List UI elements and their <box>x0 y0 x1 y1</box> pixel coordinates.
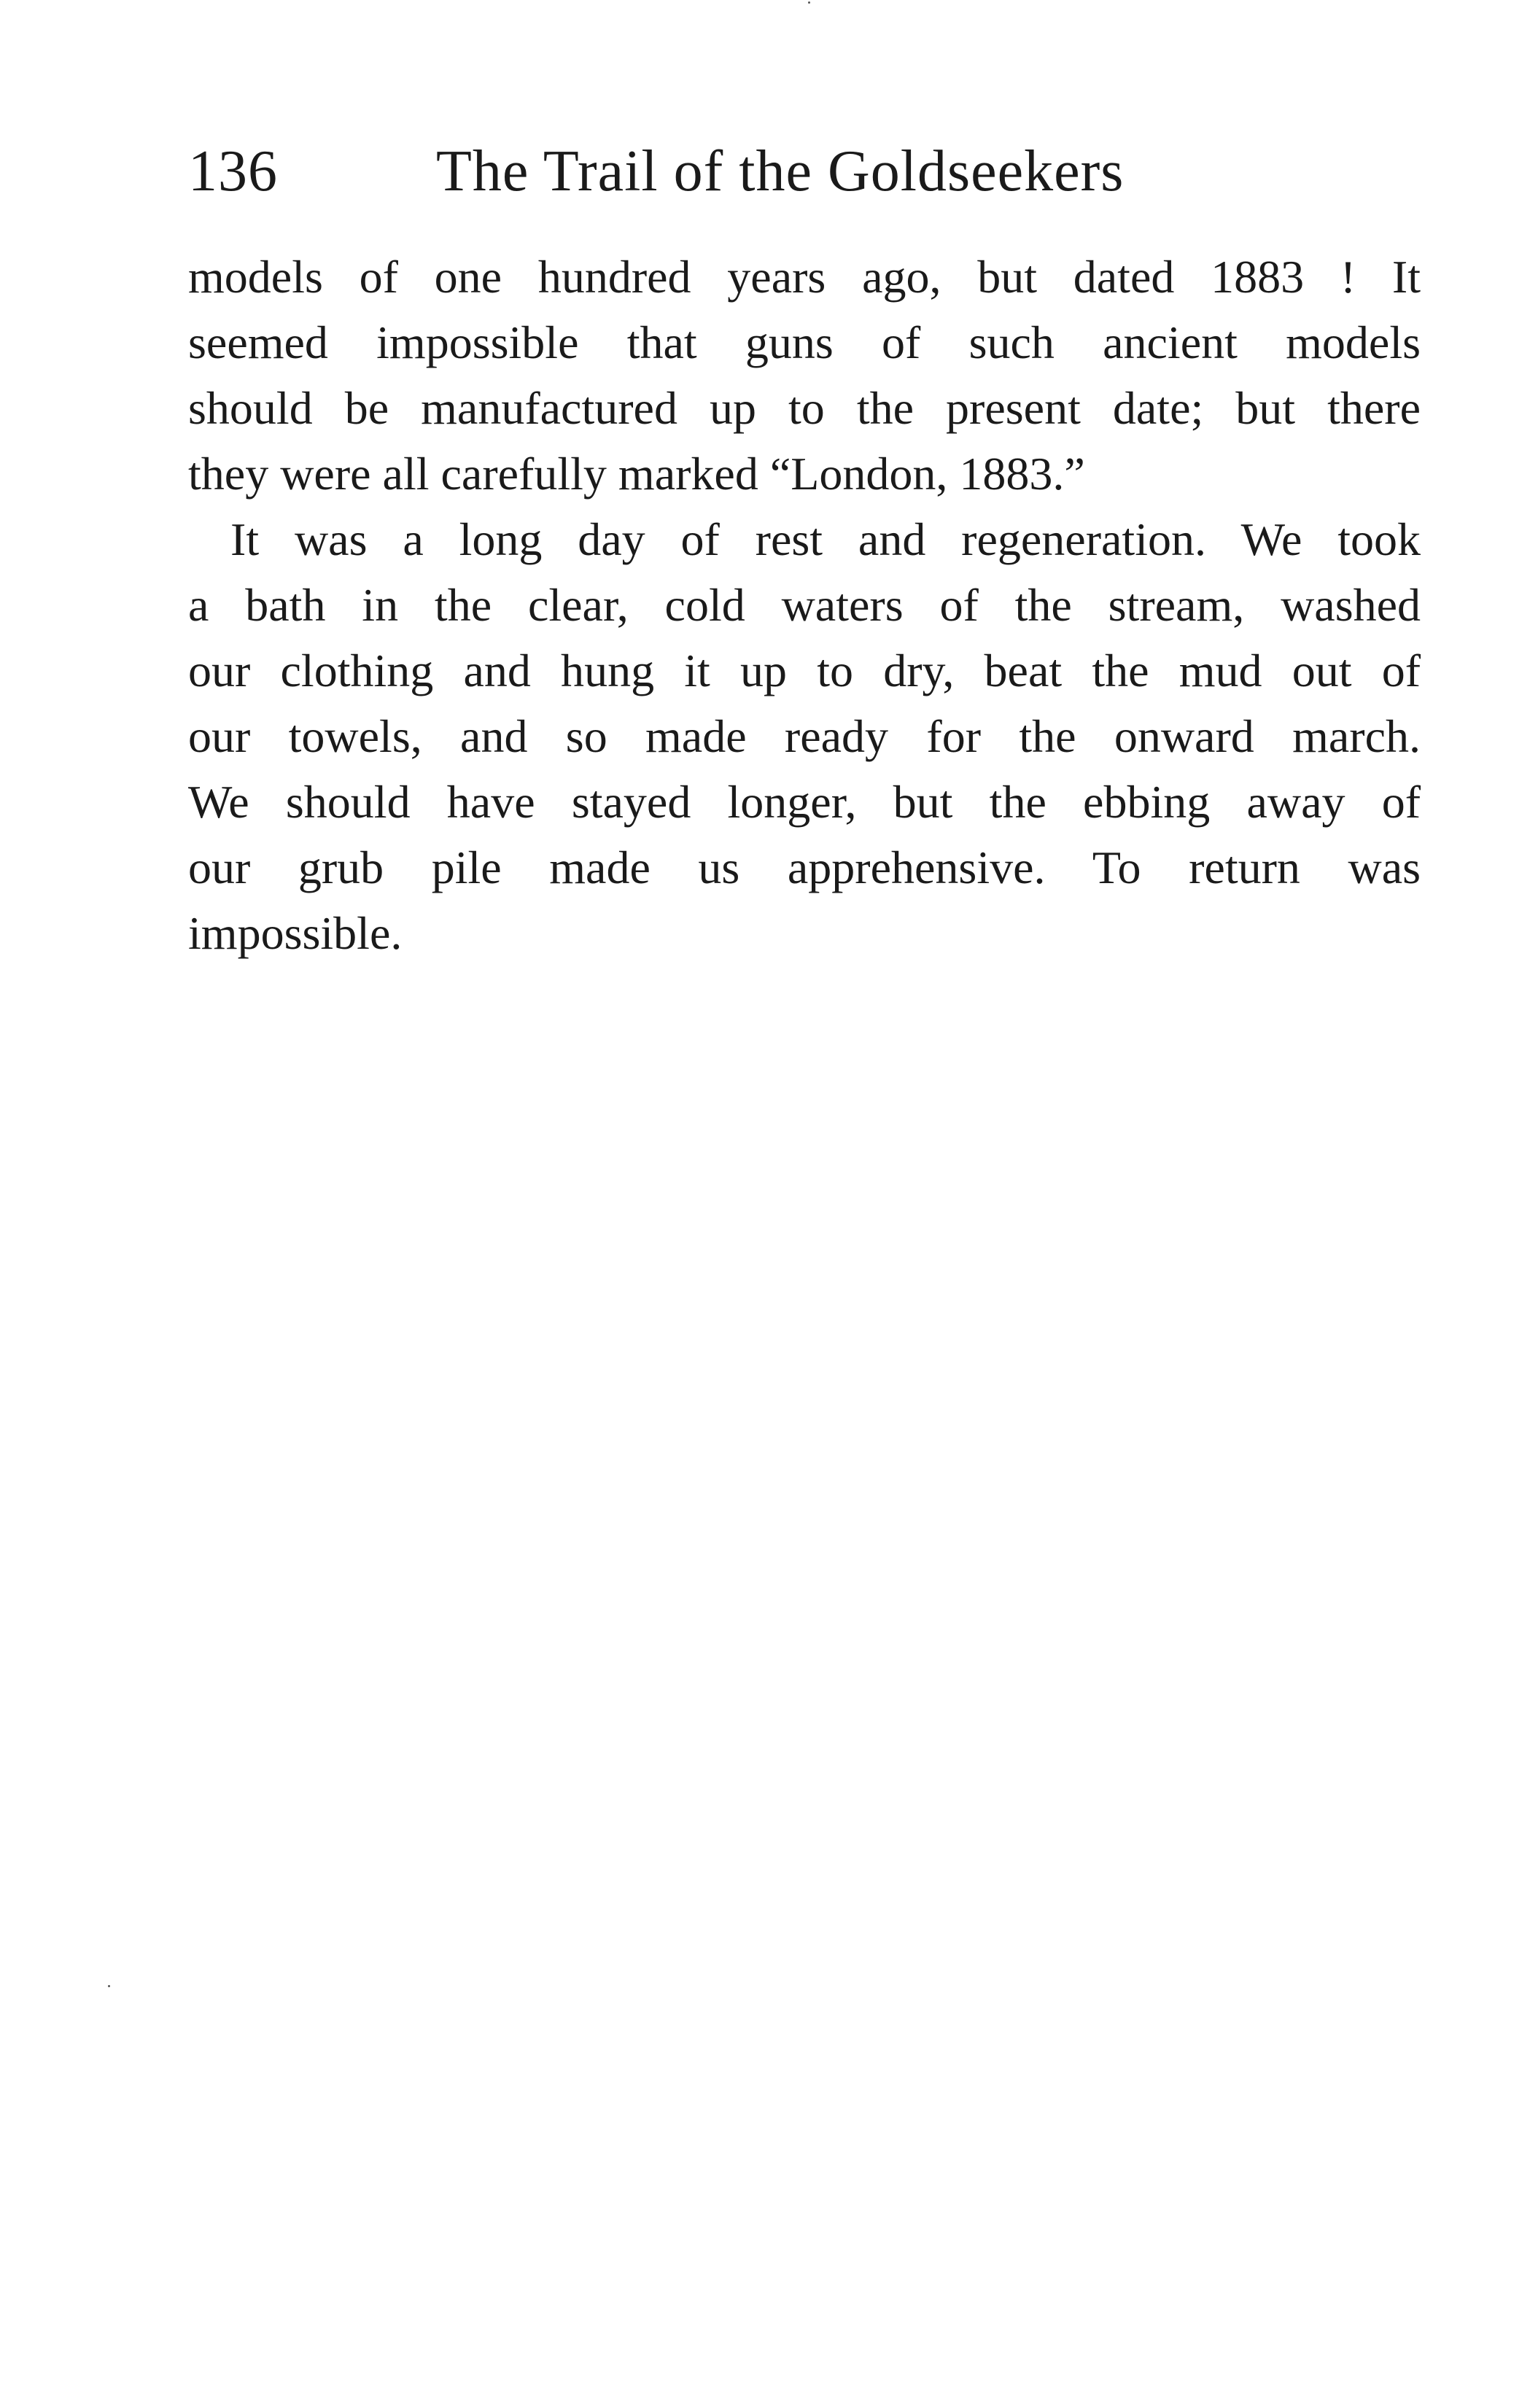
text-line: seemed impossible that guns of such ancient models <box>188 316 1421 368</box>
body-text <box>188 244 1421 966</box>
page-number: 136 <box>188 139 278 203</box>
running-title: The Trail of the Goldseekers <box>436 139 1125 203</box>
page-header <box>188 131 1209 211</box>
text-line: We should have stayed longer, but the ebbing away of <box>188 776 1421 828</box>
text-line: a bath in the clear, cold waters of the stream, washed <box>188 579 1421 631</box>
print-speck <box>108 1985 110 1987</box>
text-line: should be manufactured up to the present date; but there <box>188 382 1421 434</box>
paragraph-1 <box>188 244 1421 507</box>
text-line: models of one hundred years ago, but dated 1883 ! It <box>188 251 1421 303</box>
paragraph-2 <box>188 507 1421 966</box>
text-line: our towels, and so made ready for the onward march. <box>188 710 1421 762</box>
print-speck <box>808 1 810 4</box>
text-line: our clothing and hung it up to dry, beat the mud out of <box>188 645 1421 696</box>
text-line: It was a long day of rest and regeneration. We took <box>230 513 1421 565</box>
text-line: impossible. <box>188 907 403 959</box>
text-line: they were all carefully marked “London, 1883.” <box>188 448 1085 500</box>
text-line: our grub pile made us apprehensive. To return was <box>188 842 1421 893</box>
